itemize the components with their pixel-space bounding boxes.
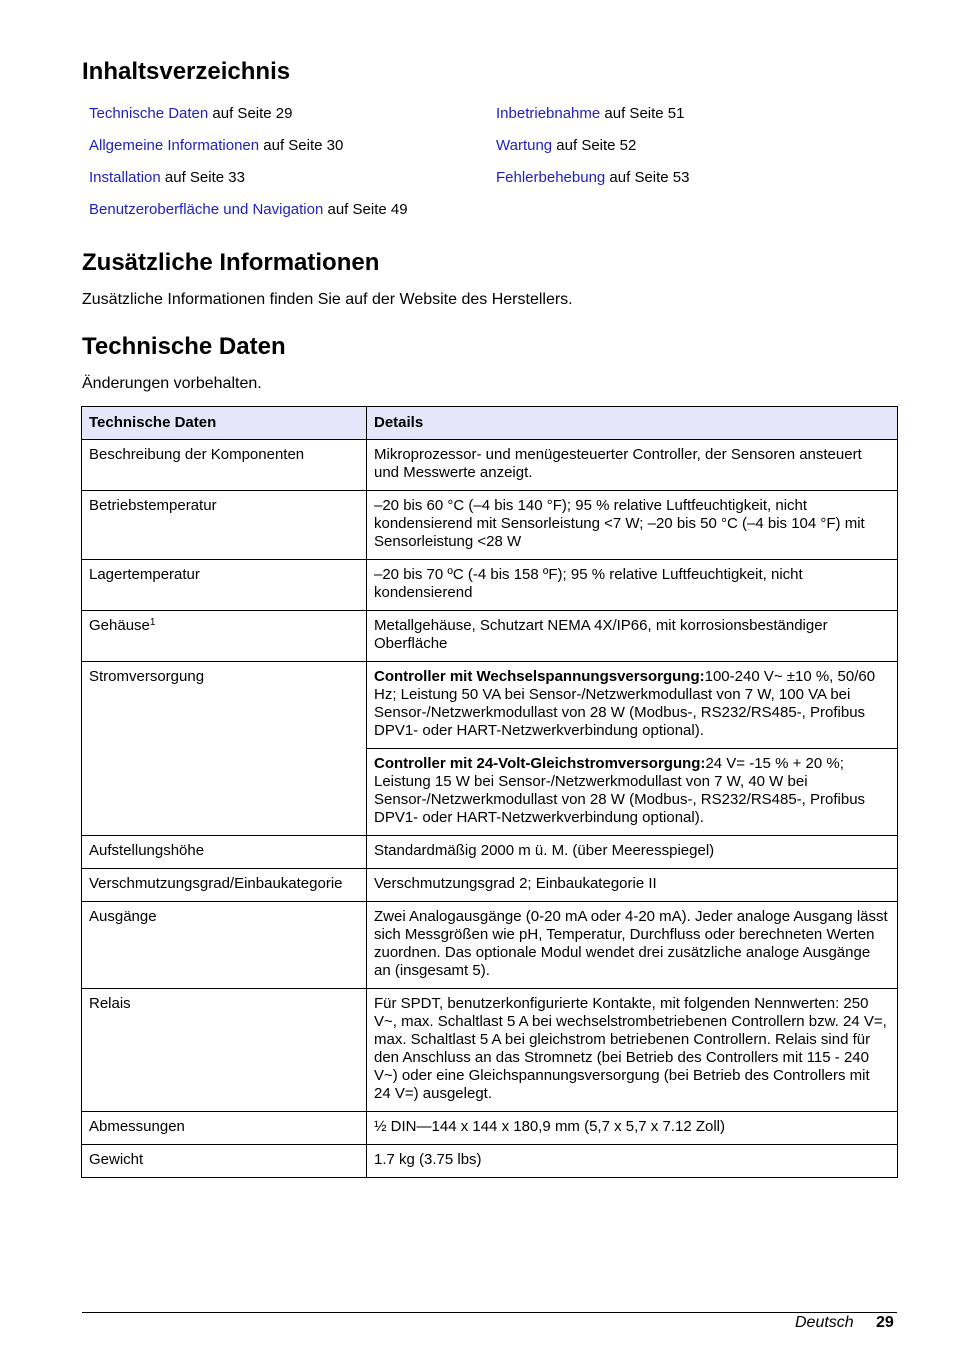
toc-item <box>496 137 636 155</box>
header-cell-technische-daten: Technische Daten <box>82 407 367 440</box>
toc-page-ref: auf Seite 30 <box>259 137 344 154</box>
more-info-heading: Zusätzliche Informationen <box>82 249 380 276</box>
footer-page-number: 29 <box>876 1314 894 1331</box>
row-label-text: Gehäuse <box>89 617 150 634</box>
row-label <box>82 611 367 662</box>
table-row <box>82 440 898 491</box>
row-label: Lagertemperatur <box>82 560 367 611</box>
toc-item <box>89 169 245 187</box>
tech-heading: Technische Daten <box>82 333 286 360</box>
toc-link-allgemeine-informationen[interactable]: Allgemeine Informationen <box>89 137 260 154</box>
row-value: –20 bis 70 ºC (-4 bis 158 ºF); 95 % relative Luftfeuchtigkeit, nicht kondensierend <box>367 560 898 611</box>
row-label: Gewicht <box>82 1145 367 1178</box>
toc-item <box>496 169 690 187</box>
toc-link-inbetriebnahme[interactable]: Inbetriebnahme <box>496 105 601 122</box>
table-row <box>82 1112 898 1145</box>
table-row <box>82 902 898 989</box>
row-value-ac <box>367 662 898 749</box>
toc-item <box>89 137 343 155</box>
row-label: Betriebstemperatur <box>82 491 367 560</box>
toc-page-ref: auf Seite 53 <box>605 169 690 186</box>
row-label: Relais <box>82 989 367 1112</box>
toc-link-technische-daten[interactable]: Technische Daten <box>89 105 209 122</box>
header-cell-details: Details <box>367 407 898 440</box>
toc-link-wartung[interactable]: Wartung <box>496 137 553 154</box>
table-header-row <box>82 407 898 440</box>
table-row <box>82 662 898 749</box>
row-label: Stromversorgung <box>82 662 367 836</box>
table-row <box>82 836 898 869</box>
row-value: ½ DIN—144 x 144 x 180,9 mm (5,7 x 5,7 x 7.12 Zoll) <box>367 1112 898 1145</box>
more-info-text: Zusätzliche Informationen finden Sie auf der Website des Herstellers. <box>82 291 573 308</box>
table-row <box>82 611 898 662</box>
spec-table <box>81 406 898 1178</box>
table-row <box>82 560 898 611</box>
row-label: Aufstellungshöhe <box>82 836 367 869</box>
footer-language: Deutsch <box>795 1314 854 1331</box>
table-row <box>82 869 898 902</box>
toc-page-ref: auf Seite 52 <box>552 137 637 154</box>
row-value: Standardmäßig 2000 m ü. M. (über Meeresspiegel) <box>367 836 898 869</box>
toc-item <box>89 201 408 219</box>
row-label: Ausgänge <box>82 902 367 989</box>
table-row <box>82 989 898 1112</box>
toc-page-ref: auf Seite 29 <box>208 105 293 122</box>
row-value: –20 bis 60 °C (–4 bis 140 °F); 95 % relative Luftfeuchtigkeit, nicht kondensierend mit Sensorleistung <7 W; –20 bis 50 °C (–4 bis 104 °F) mit Sensorleistung <28 W <box>367 491 898 560</box>
toc-link-fehlerbehebung[interactable]: Fehlerbehebung <box>496 169 606 186</box>
row-value-bold: Controller mit Wechselspannungsversorgung: <box>374 668 705 685</box>
row-value-bold: Controller mit 24-Volt-Gleichstromversorgung: <box>374 755 706 772</box>
row-value: Mikroprozessor- und menügesteuerter Controller, der Sensoren ansteuert und Messwerte anzeigt. <box>367 440 898 491</box>
row-label: Abmessungen <box>82 1112 367 1145</box>
row-value: Metallgehäuse, Schutzart NEMA 4X/IP66, mit korrosionsbeständiger Oberfläche <box>367 611 898 662</box>
toc-item <box>496 105 684 123</box>
footnote-marker: 1 <box>149 617 156 628</box>
toc-heading: Inhaltsverzeichnis <box>82 58 291 85</box>
row-value: Verschmutzungsgrad 2; Einbaukategorie II <box>367 869 898 902</box>
toc-page-ref: auf Seite 49 <box>323 201 408 218</box>
row-value-dc <box>367 749 898 836</box>
toc-link-benutzeroberflaeche[interactable]: Benutzeroberfläche und Navigation <box>89 201 324 218</box>
table-row <box>82 491 898 560</box>
row-value-text: 24 V= -15 % + 20 %; Leistung 15 W bei Sensor-/Netzwerkmodullast von 7 W, 40 W bei Sensor-/Netzwerkmodullast von 28 W (Modbus-, RS232/RS485-, Profibus DPV1- oder HART-Netzwerkverbindung optional). <box>374 755 866 826</box>
row-label: Beschreibung der Komponenten <box>82 440 367 491</box>
row-value-text: 100-240 V~ ±10 %, 50/60 Hz; Leistung 50 VA bei Sensor-/Netzwerkmodullast von 7 W, 100 VA bei Sensor-/Netzwerkmodullast von 28 W (Modbus-, RS232/RS485-, Profibus DPV1- oder HART-Netzwerkverbindung optional). <box>374 668 876 739</box>
row-value: Für SPDT, benutzerkonfigurierte Kontakte, mit folgenden Nennwerten: 250 V~, max. Schaltlast 5 A bei wechselstrombetriebenen Controllern bzw. 24 V=, max. Schaltlast 5 A bei gleichstrom betriebenen Controllern. Relais sind für den Anschluss an das Stromnetz (bei Betrieb des Controllers mit 115 - 240 V~) oder eine Gleichspannungsversorgung (bei Betrieb des Controllers mit 24 V=) ausgelegt. <box>367 989 898 1112</box>
toc-page-ref: auf Seite 51 <box>600 105 685 122</box>
toc-link-installation[interactable]: Installation <box>89 169 161 186</box>
footer-divider <box>82 1312 897 1313</box>
table-row <box>82 1145 898 1178</box>
row-label: Verschmutzungsgrad/Einbaukategorie <box>82 869 367 902</box>
toc-page-ref: auf Seite 33 <box>160 169 245 186</box>
row-value: 1.7 kg (3.75 lbs) <box>367 1145 898 1178</box>
tech-note: Änderungen vorbehalten. <box>82 375 262 392</box>
row-value: Zwei Analogausgänge (0-20 mA oder 4-20 mA). Jeder analoge Ausgang lässt sich Messgrößen wie pH, Temperatur, Durchfluss oder berechneten Werten zuordnen. Das optionale Modul wendet drei zusätzliche analoge Ausgänge an (insgesamt 5). <box>367 902 898 989</box>
toc-item <box>89 105 292 123</box>
